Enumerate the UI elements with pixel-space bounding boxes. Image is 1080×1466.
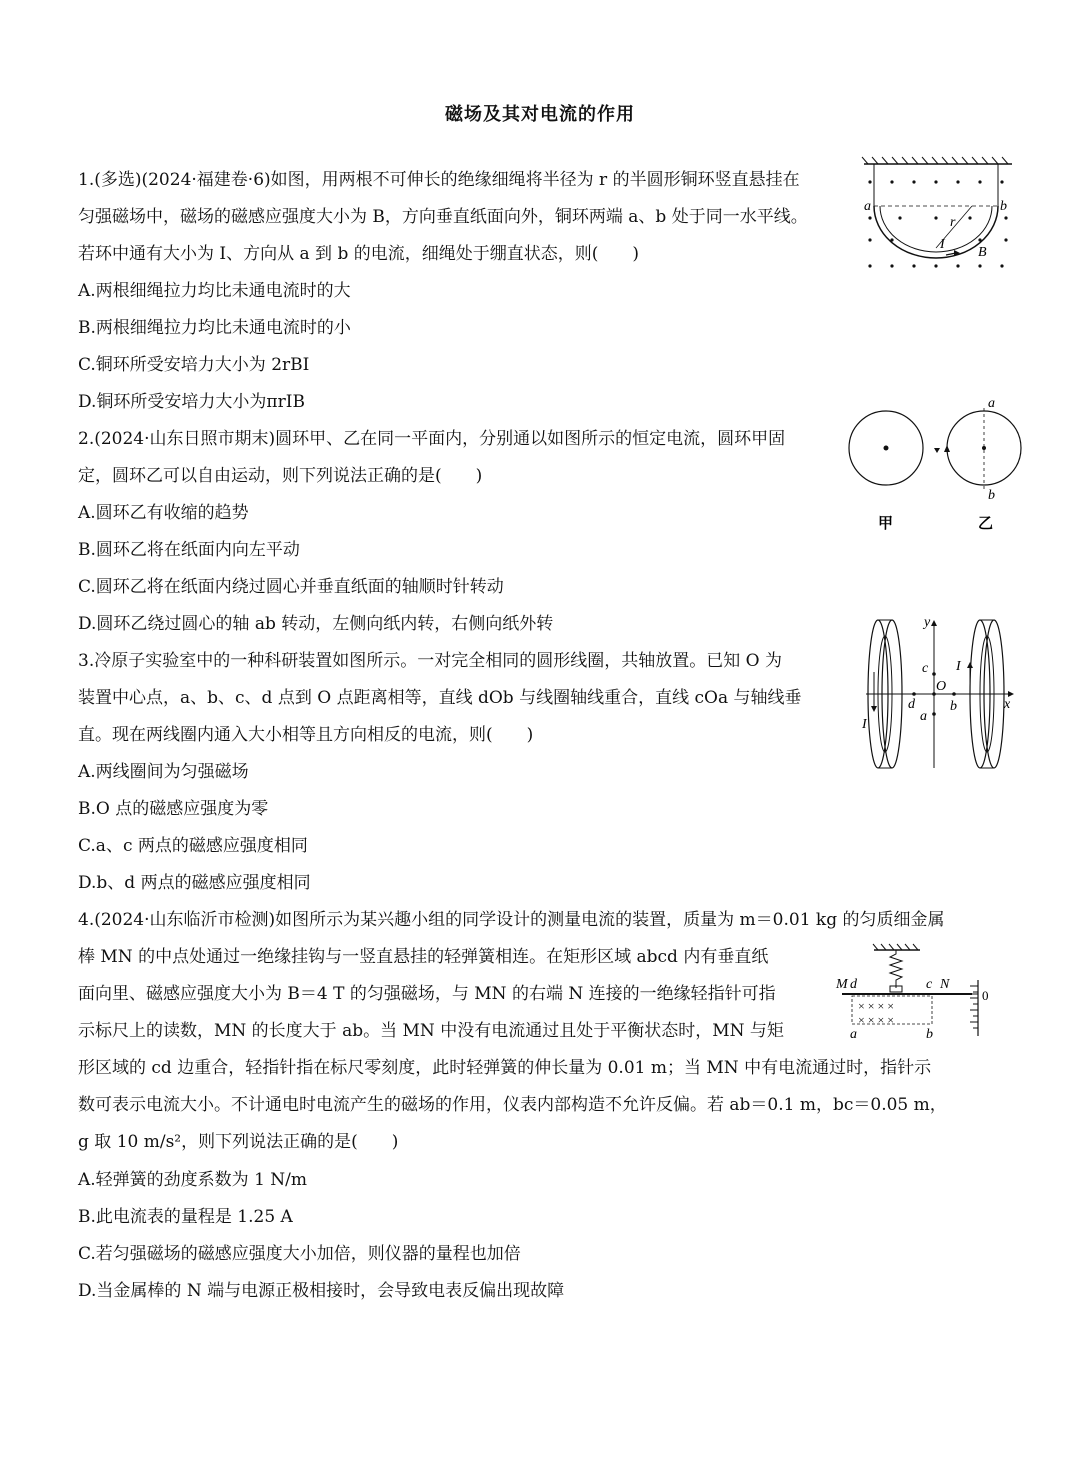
q2-option-c[interactable]: C.圆环乙将在纸面内绕过圆心并垂直纸面的轴顺时针转动 bbox=[78, 577, 504, 597]
q3-fig-label-i-left: I bbox=[862, 717, 867, 732]
q1-fig-label-b: b bbox=[1000, 199, 1007, 214]
q4-fig-label-m: M bbox=[836, 977, 848, 992]
q1-fig-label-i: I bbox=[940, 237, 945, 252]
q4-stem-line-6: 数可表示电流大小。不计通电时电流产生的磁场的作用，仪表内部构造不允许反偏。若 ab＝0.1 m，bc＝0.05 m， bbox=[78, 1095, 947, 1115]
q4-figure bbox=[836, 944, 996, 1040]
q2-fig-label-jia: 甲 bbox=[878, 516, 894, 532]
q3-option-b[interactable]: B.O 点的磁感应强度为零 bbox=[78, 799, 269, 819]
q1-option-d[interactable]: D.铜环所受安培力大小为πrIB bbox=[78, 392, 305, 412]
q3-fig-label-b: b bbox=[950, 699, 957, 714]
q4-stem-line-2: 棒 MN 的中点处通过一绝缘挂钩与一竖直悬挂的轻弹簧相连。在矩形区域 abcd 内有垂直纸 bbox=[78, 947, 769, 967]
q1-stem-line-3: 若环中通有大小为 I、方向从 a 到 b 的电流，细绳处于绷直状态，则( ) bbox=[78, 244, 640, 264]
q1-fig-label-r: r bbox=[950, 215, 956, 230]
q2-fig-label-b: b bbox=[988, 488, 995, 503]
q3-option-a[interactable]: A.两线圈间为匀强磁场 bbox=[78, 762, 249, 782]
q3-fig-label-c: c bbox=[922, 661, 929, 676]
q3-fig-label-o: O bbox=[936, 679, 947, 694]
q3-stem-line-3: 直。现在两线圈内通入大小相等且方向相反的电流，则( ) bbox=[78, 725, 534, 745]
q3-fig-label-a: a bbox=[920, 709, 927, 724]
q3-figure bbox=[858, 612, 1018, 774]
q4-stem-line-1: 4.(2024·山东临沂市检测)如图所示为某兴趣小组的同学设计的测量电流的装置，质量为 m＝0.01 kg 的匀质细金属 bbox=[78, 910, 945, 930]
q4-fig-field-row-2: × × × × bbox=[858, 1013, 895, 1027]
q2-option-b[interactable]: B.圆环乙将在纸面内向左平动 bbox=[78, 540, 300, 560]
q3-fig-label-i-right: I bbox=[956, 659, 961, 674]
q2-stem-line-2: 定，圆环乙可以自由运动，则下列说法正确的是( ) bbox=[78, 466, 483, 486]
q3-stem-line-2: 装置中心点，a、b、c、d 点到 O 点距离相等，直线 dOb 与线圈轴线重合，直线 cOa 与轴线垂 bbox=[78, 688, 802, 708]
q4-fig-field-row-1: × × × × bbox=[858, 999, 895, 1013]
q2-figure bbox=[848, 396, 1026, 534]
q1-option-a[interactable]: A.两根细绳拉力均比未通电流时的大 bbox=[78, 281, 351, 301]
page-title: 磁场及其对电流的作用 bbox=[445, 104, 635, 125]
q4-fig-label-n: N bbox=[940, 977, 950, 992]
q4-fig-label-b: b bbox=[926, 1027, 933, 1042]
q3-option-c[interactable]: C.a、c 两点的磁感应强度相同 bbox=[78, 836, 308, 856]
q4-stem-line-7: g 取 10 m/s²，则下列说法正确的是( ) bbox=[78, 1132, 399, 1152]
q2-option-a[interactable]: A.圆环乙有收缩的趋势 bbox=[78, 503, 249, 523]
q2-stem-line-1: 2.(2024·山东日照市期末)圆环甲、乙在同一平面内，分别通以如图所示的恒定电流，圆环甲固 bbox=[78, 429, 786, 449]
q4-stem-line-4: 示标尺上的读数，MN 的长度大于 ab。当 MN 中没有电流通过且处于平衡状态时，MN 与矩 bbox=[78, 1021, 784, 1041]
q3-option-d[interactable]: D.b、d 两点的磁感应强度相同 bbox=[78, 873, 311, 893]
q3-fig-label-d: d bbox=[908, 697, 915, 712]
q1-stem-line-1: 1.(多选)(2024·福建卷·6)如图，用两根不可伸长的绝缘细绳将半径为 r 的半圆形铜环竖直悬挂在 bbox=[78, 170, 800, 190]
q3-stem-line-1: 3.冷原子实验室中的一种科研装置如图所示。一对完全相同的圆形线圈，共轴放置。已知 O 为 bbox=[78, 651, 782, 671]
q4-option-b[interactable]: B.此电流表的量程是 1.25 A bbox=[78, 1207, 293, 1227]
q1-stem-line-2: 匀强磁场中，磁场的磁感应强度大小为 B，方向垂直纸面向外，铜环两端 a、b 处于同一水平线。 bbox=[78, 207, 808, 227]
q2-fig-label-a: a bbox=[988, 396, 995, 411]
q4-fig-label-c: c bbox=[926, 977, 933, 992]
q2-fig-label-yi: 乙 bbox=[978, 516, 994, 532]
q1-figure bbox=[860, 156, 1020, 271]
q2-option-d[interactable]: D.圆环乙绕过圆心的轴 ab 转动，左侧向纸内转，右侧向纸外转 bbox=[78, 614, 554, 634]
q4-stem-line-5: 形区域的 cd 边重合，轻指针指在标尺零刻度，此时轻弹簧的伸长量为 0.01 m；当 MN 中有电流通过时，指针示 bbox=[78, 1058, 932, 1078]
q4-fig-label-a: a bbox=[850, 1027, 857, 1042]
q1-option-c[interactable]: C.铜环所受安培力大小为 2rBI bbox=[78, 355, 310, 375]
q1-fig-label-B: B bbox=[978, 245, 987, 260]
q3-fig-label-y: y bbox=[924, 615, 931, 630]
q4-option-c[interactable]: C.若匀强磁场的磁感应强度大小加倍，则仪器的量程也加倍 bbox=[78, 1244, 521, 1264]
q4-stem-line-3: 面向里、磁感应强度大小为 B＝4 T 的匀强磁场，与 MN 的右端 N 连接的一绝缘轻指针可指 bbox=[78, 984, 776, 1004]
q3-fig-label-x: x bbox=[1004, 697, 1011, 712]
q4-fig-label-d: d bbox=[850, 977, 857, 992]
q4-option-d[interactable]: D.当金属棒的 N 端与电源正极相接时，会导致电表反偏出现故障 bbox=[78, 1281, 565, 1301]
q1-option-b[interactable]: B.两根细绳拉力均比未通电流时的小 bbox=[78, 318, 351, 338]
q4-option-a[interactable]: A.轻弹簧的劲度系数为 1 N/m bbox=[78, 1170, 308, 1190]
q1-fig-label-a: a bbox=[864, 199, 871, 214]
q4-fig-label-zero: 0 bbox=[982, 988, 989, 1003]
